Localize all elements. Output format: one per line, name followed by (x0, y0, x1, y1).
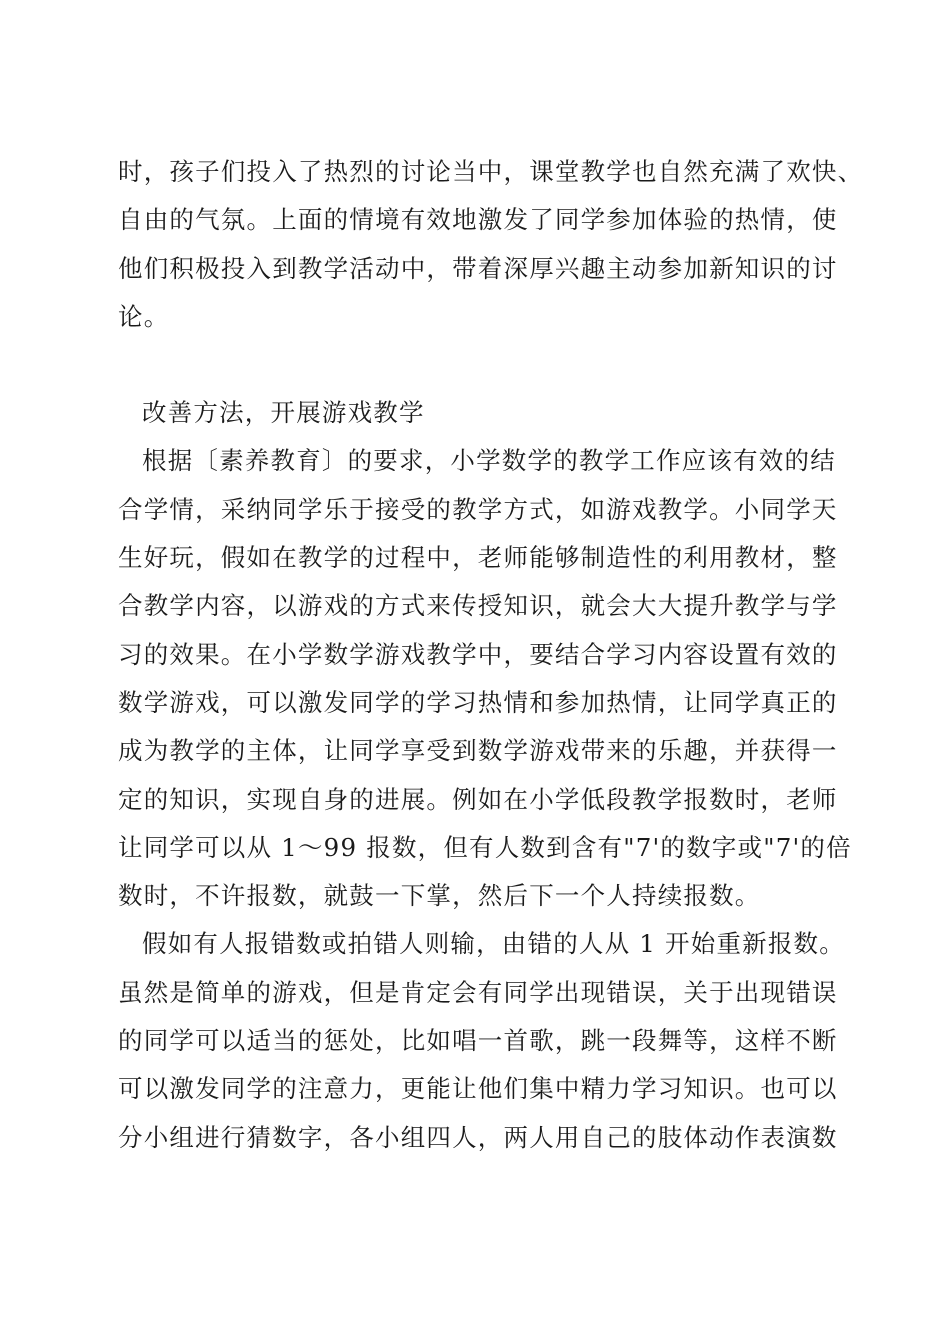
text-line: 习的效果。在小学数学游戏教学中，要结合学习内容设置有效的 (118, 639, 838, 669)
text-line: 分小组进行猜数字，各小组四人，两人用自己的肢体动作表演数 (118, 1122, 838, 1152)
section-heading: 改善方法，开展游戏教学 (142, 398, 425, 428)
text-line: 生好玩，假如在教学的过程中，老师能够制造性的利用教材，整 (118, 543, 838, 573)
text-line: 成为教学的主体，让同学享受到数学游戏带来的乐趣，并获得一 (118, 736, 838, 766)
text-line: 论。 (118, 301, 170, 331)
paragraph-intro (118, 148, 864, 341)
text-line: 根据〔素养教育〕的要求，小学数学的教学工作应该有效的结 (142, 446, 836, 476)
text-line: 定的知识，实现自身的进展。例如在小学低段教学报数时，老师 (118, 784, 838, 814)
text-line: 的同学可以适当的惩处，比如唱一首歌，跳一段舞等，这样不断 (118, 1026, 838, 1056)
text-line: 让同学可以从 1～99 报数，但有人数到含有"7'的数字或"7'的倍 (118, 832, 852, 862)
text-line: 合学情，采纳同学乐于接受的教学方式，如游戏教学。小同学天 (118, 494, 838, 524)
text-line: 时，孩子们投入了热烈的讨论当中，课堂教学也自然充满了欢快、 (118, 157, 864, 186)
paragraph-gap (118, 341, 834, 389)
text-line: 他们积极投入到教学活动中，带着深厚兴趣主动参加新知识的讨 (118, 253, 838, 283)
text-line: 假如有人报错数或拍错人则输，由错的人从 1 开始重新报数。 (142, 929, 845, 959)
paragraph-game-teaching (118, 437, 852, 920)
text-line: 可以激发同学的注意力，更能让他们集中精力学习知识。也可以 (118, 1074, 838, 1104)
text-line: 自由的气氛。上面的情境有效地激发了同学参加体验的热情，使 (118, 205, 838, 235)
document-body (118, 148, 864, 1162)
text-line: 虽然是简单的游戏，但是肯定会有同学出现错误，关于出现错误 (118, 977, 838, 1007)
text-line: 数学游戏，可以激发同学的学习热情和参加热情，让同学真正的 (118, 687, 838, 717)
paragraph-example (118, 920, 845, 1161)
text-line: 合教学内容，以游戏的方式来传授知识，就会大大提升教学与学 (118, 591, 838, 621)
text-line: 数时，不许报数，就鼓一下掌，然后下一个人持续报数。 (118, 881, 761, 911)
